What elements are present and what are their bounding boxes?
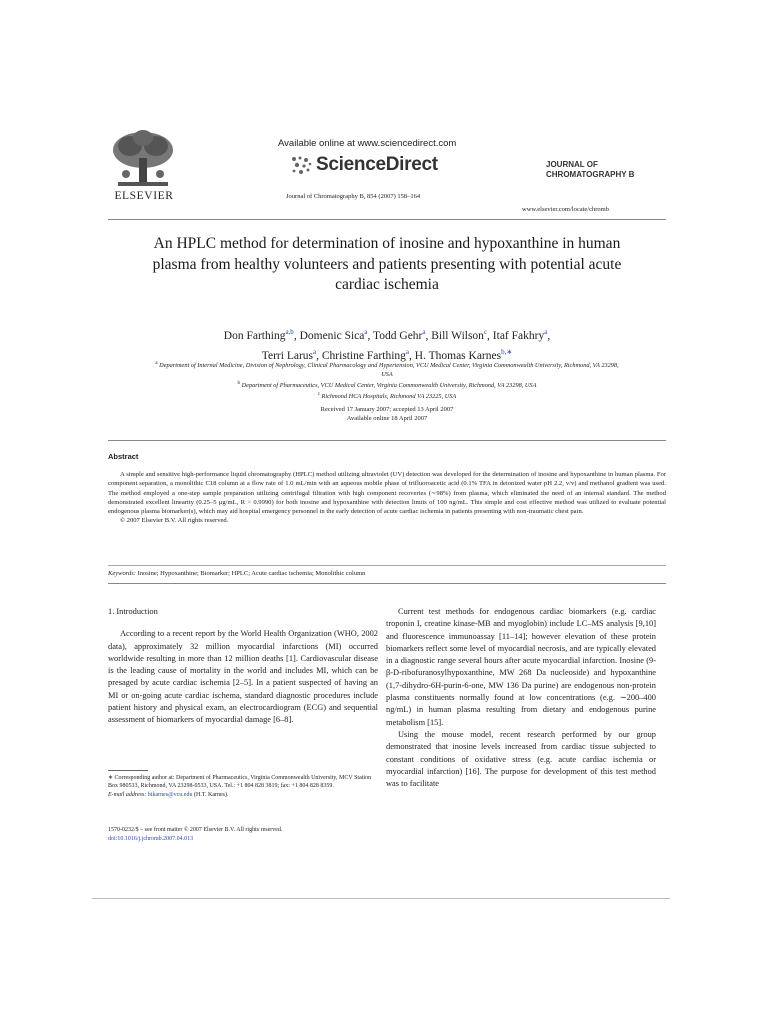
- author-affiliation-mark[interactable]: b,∗: [501, 347, 513, 356]
- doi-link[interactable]: doi:10.1016/j.jchromb.2007.04.013: [108, 836, 194, 842]
- author-line-1: Don Farthing$^{a,b}$, Domenic Sica$^a$, Todd Gehr$^a$, Bill Wilson$^c$, Itaf Fakhry$^a$,: [223, 328, 551, 342]
- section-heading: 1. Introduction: [108, 607, 158, 616]
- author-list: [150, 324, 624, 364]
- journal-url-link[interactable]: www.elsevier.com/locate/chromb: [522, 206, 609, 213]
- page-bottom-divider: [92, 898, 670, 899]
- author-name: Don Farthing: [223, 329, 286, 342]
- affiliation-mark: b: [237, 380, 241, 386]
- abstract-heading: Abstract: [108, 452, 139, 461]
- author-name: Christine Farthing: [321, 349, 406, 362]
- author-name: H. Thomas Karnes: [414, 349, 502, 362]
- author-affiliation-mark[interactable]: a: [364, 328, 368, 336]
- author-name: Itaf Fakhry: [492, 329, 545, 342]
- author-affiliation-mark[interactable]: a: [422, 328, 426, 336]
- footnote-divider: [108, 770, 148, 771]
- journal-name-line2: CHROMATOGRAPHY B: [546, 170, 635, 179]
- publisher-name: ELSEVIER: [114, 190, 174, 202]
- keywords: [108, 570, 365, 577]
- affiliation-text: Richmond HCA Hospitals, Richmond VA 23225, USA: [319, 392, 457, 400]
- article-dates: [150, 406, 624, 423]
- sciencedirect-dots-icon: [290, 155, 316, 175]
- author-affiliation-mark[interactable]: a: [544, 328, 548, 336]
- email-link[interactable]: htkarnes@vcu.edu: [147, 791, 193, 798]
- author-affiliation-mark[interactable]: a,b: [285, 328, 294, 336]
- abstract-text: A simple and sensitive high-performance liquid chromatography (HPLC) method utilizing ultraviolet (UV) detection was developed for the determination of inosine and hypoxanthine in human plasma. For component separation, a monolithic C18 column at a flow rate of 1.0 mL/min with an aqueous mobile phase of trifluoroacetic acid (0.1% TFA in deionized water pH 2.2, v/v) and methanol gradient was used. The method employed a one-step sample preparation utilizing centrifugal filtration with high component recoveries (∼98%) from plasma, which eliminated the need of an internal standard. The method demonstrated excellent linearity (0.25–5 μg/mL, R > 0.9990) for both inosine and hypoxanthine with detection limits of 100 ng/mL. This simple and cost effective method was utilized to evaluate potential endogenous plasma biomarker(s), which may aid hospital emergency personnel in the early detection of acute cardiac ischemia in patients presenting with non-traumatic chest pain.: [108, 471, 666, 516]
- author-affiliation-mark[interactable]: a: [405, 347, 409, 356]
- corresponding-author-text: ∗ Corresponding author at: Department of Pharmaceutics, Virginia Commonwealth University, MCV Station Box 980533, Richmond, VA 23298-0533, USA. Tel.: +1 804 828 3819; fax: +1 804 828 8359.: [108, 775, 372, 790]
- keywords-list: Inosine; Hypoxanthine; Biomarker; HPLC; Acute cardiac ischemia; Monolithic column: [137, 570, 366, 577]
- affiliation-item: [150, 360, 624, 380]
- body-column-right: [386, 606, 656, 790]
- available-date: Available online 18 April 2007: [346, 414, 428, 422]
- intro-paragraph-1: According to a recent report by the World Health Organization (WHO, 2002 data), approximately 32 million myocardial infarctions (MI) occurred worldwide resulting in more than 12 million deaths [1]. Cardiovascular disease is the leading cause of mortality in the world and includes MI, which can be presaged by acute cardiac ischemia [2–5]. In a patient suspected of having an MI or on-going acute cardiac ischema, standard diagnostic procedures include patient history and physical exam, an electrocardiogram (ECG) and sequential assessment of biomarkers of myocardial damage [6–8].: [108, 629, 378, 725]
- header-divider: [108, 219, 666, 220]
- title-divider: [108, 440, 666, 441]
- author-name: Todd Gehr: [373, 329, 423, 342]
- issn-line: 1570-0232/$ – see front matter © 2007 Elsevier B.V. All rights reserved.: [108, 827, 283, 833]
- author-name: Domenic Sica: [299, 329, 365, 342]
- journal-name-line1: JOURNAL OF: [546, 160, 598, 169]
- intro-paragraph-3: Using the mouse model, recent research performed by our group demonstrated that inosine levels increased from cardiac tissue subjected to constant conditions of oxidative stress (e.g. acute cardiac ischemia or myocardial infarction) [16]. The purpose for development of this test method was to facilitate: [386, 729, 656, 789]
- affiliation-mark: c: [317, 391, 320, 397]
- keywords-label: Keywords:: [108, 570, 136, 577]
- author-name: Terri Larus: [261, 349, 314, 362]
- affiliation-item: [150, 391, 624, 402]
- affiliation-text: Department of Pharmaceutics, VCU Medical Center, Virginia Commonwealth University, Richmond, VA 23298, USA: [240, 381, 537, 389]
- author-line-2: Terri Larus$^a$, Christine Farthing$^a$, H. Thomas Karnes$^{b,∗}$: [261, 347, 513, 362]
- affiliation-text: Department of Internal Medicine, Division of Nephrology, Clinical Pharmacology and Hypertension, VCU Medical Center, Virginia Commonwealth University, Richmond, VA 23298, USA: [157, 362, 619, 378]
- email-line: [108, 791, 378, 799]
- body-column-left: [108, 606, 378, 727]
- intro-paragraph-2: Current test methods for endogenous cardiac biomarkers (e.g. cardiac troponin I, creatine kinase-MB and myoglobin) include LC–MS analysis [9,10] and fluorescence immunoassay [11–14]; however elevation of these protein biomarkers reflect some level of myocardial necrosis, and are typically elevated in a diagnostic range several hours after acute myocardial infarction. Inosine (9-β-D-ribofuranosylhypoxanthine, MW 268 Da nucleoside) and hypoxanthine (1,7-dihydro-6H-purin-6-one, MW 136 Da purine) are endogenous non-protein plasma constituents normally found at low concentrations (e.g. ∼200–400 ng/mL) in human plasma resulting from dietary and endogenous purine metabolism [15].: [386, 607, 656, 727]
- author-name: Bill Wilson: [431, 329, 484, 342]
- affiliation-mark: a: [155, 361, 158, 366]
- article-title: An HPLC method for determination of inosine and hypoxanthine in human plasma from healthy volunteers and patients presenting with potential acute cardiac ischemia: [152, 235, 622, 293]
- available-online-link[interactable]: Available online at www.sciencedirect.com: [278, 138, 457, 149]
- abstract-body: [108, 470, 666, 526]
- email-suffix: (H.T. Karnes).: [192, 791, 229, 798]
- email-label: E-mail address:: [108, 791, 147, 798]
- sciencedirect-logo[interactable]: [290, 150, 438, 180]
- affiliations: [150, 360, 624, 401]
- received-date: Received 17 January 2007; accepted 13 April 2007: [320, 406, 454, 413]
- author-affiliation-mark[interactable]: a: [313, 347, 317, 356]
- affiliation-item: [150, 380, 624, 391]
- abstract-copyright: © 2007 Elsevier B.V. All rights reserved.: [120, 517, 229, 525]
- author-affiliation-mark[interactable]: c: [483, 328, 488, 336]
- keywords-divider: [108, 583, 666, 584]
- abstract-divider: [108, 565, 666, 566]
- journal-citation: Journal of Chromatography B, 854 (2007) 158–164: [286, 193, 421, 200]
- sciencedirect-wordmark: ScienceDirect: [316, 154, 438, 175]
- elsevier-tree-logo: [108, 128, 178, 190]
- corresponding-author-footnote: [108, 774, 378, 799]
- front-matter: [108, 826, 378, 844]
- journal-name: [546, 160, 634, 180]
